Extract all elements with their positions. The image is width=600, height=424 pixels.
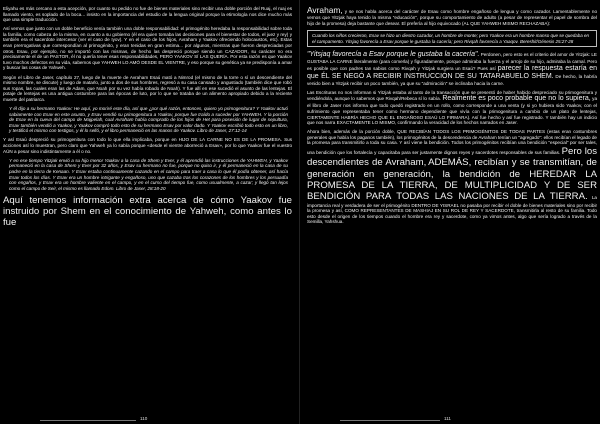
left-paragraph-1: Eliyahu es más cercano a esta acepción, por cuanto su pedido no fue de bienes materiales sino recibir una doble porción del Ruaj, el ruaj es llamado viento, es soplado de la boca... insisto en la importancia del estudio de la lengua original porque la etimología nos dice mucho más que una simple traducción. [3, 6, 292, 23]
intro-large-word: Avraham, [307, 5, 343, 15]
quote-heading: "Yitsjaq favorecía a Esav porque le gustaba la cacería". [307, 51, 480, 59]
right-paragraph-4 [307, 129, 597, 225]
right-paragraph-3 [307, 90, 597, 126]
left-page-number: 110 [140, 416, 148, 421]
p2-rest: Perdonen, pero esto es el criterio del amor de Yitzjak: LE GUSTABA LA CARNE literalmente (para comerla) y figuradamente, porque admiraba la fuerza y el arrojo de su hijo, admiraba la carnal. Pero es posible que con padres tan sabios como Rivqah y Yitzjak surgiera un Esaú? Pues así [307, 52, 597, 71]
left-paragraph-4: Y así Esaú despreció su primogenitura con todo lo que ella implicaba, porque en HIJO DE LA CARNE NO ES DE LA PROMESA. Sus acciones así lo muestran, pero claro que Yahweh ya lo sabía porque «desde el vientre aborreció a Esav», por lo que Yaakov fue el vuestro AÚN a pesar sino indistintamente a él o no. [3, 137, 292, 154]
left-footer-rule [40, 420, 136, 421]
genesis-quote-box: Cuando los niños crecieron, Esav se hizo un diestro cazador, un hombre de monte; pero Yaakov era un hombre manso que se quedaba en el campamento. Yitsjaq favorecía a Esav porque le gustaba la cacería; pero Rivqah favorecía a Yaaqov. Bereshit/Génesis 25:27-28 [307, 30, 597, 47]
p4-large-statement: ADEMÁS, recibían y se transmitían, de generación en generación, la bendición de HEREDAR LA PROMESA DE LA TIERRA, DE MULTIPLICIDAD Y DE SER BENDICIÓN PARA TODAS LAS NACIONES DE LA TIERRA. [307, 157, 597, 203]
left-closing-large-text: Aquí tenemos información extra acerca de cómo Yaakov fue instruido por Shem en el conocimiento de Yahweh, como antes lo fue [3, 194, 292, 229]
intro-rest: y se nos habla acerca del carácter de Esau como hombre engañoso de lengua y como cazador. Lamentablemente no vemos que Yitzjak haya tenido la misma "educación", porque su comportamiento de adulto (a pesar de representar el papel de sombra del hijo de la promesa) deja bastante que desear. El prefería al hijo equivocado (AL QUE YAHWEH MISMO RECHAZABA): [307, 9, 597, 26]
p3-large-statement: Realmente es poco probable que no lo supiera, [442, 95, 591, 103]
p4-lead-large: Pero los descendientes de Avraham, [307, 146, 597, 169]
left-paragraph-2: Así vemos que junto con un doble beneficio venía también una doble responsabilidad: el primogénito heredaba la responsabilidad sobre toda la familia, como cabeza de la misma, en cuanto a su gobierno (él era quien tomaba las decisiones para el bienestar de todos, el juez y rey) y también era el sacerdote intercesor (ver el caso de Iyov). Y en el caso de los hijos, Avraham y Yaakov ofreciendo holocaustos, etc). Estas eran prerrogativas que correspondían al primogénito, y eran tenidas en gran estima... por algunos, mientras que fueron despreciadas por otros. Esau, por ejemplo, no se importó con las mismas, de hecho las despreció porque siendo un CAZADOR, su carácter no era precisamente el de un PASTOR, él no quería tener esas responsabilidades, PERO YAAKOV SÍ LAS QUERÍA. Por esta razón es que Yaakov tuvo muchos defectos en su vida, sabemos que YAHWEH LO AMÓ DESDE EL VIENTRE, y eso porque su genética ya se predisponía a amar y buscar las cosas de Yahweh. [3, 26, 292, 71]
p4-start: Ahora bien, además de la porción doble, QUE RECIBÍAN TODOS LOS PRIMOGÉNITOS DE TODAS PARTES (estas eran costumbres generales que había los paganos también), los primogénitos de la descendencia de Avraham tenían un "agregado": ellos recibían el legado de la promesa para transmitirlo a toda su casa. Y así viene la bendición. Todos los primogénitos recibían una bendición "especial" por ser tales, una bendición que los fortalecía y capacitaba para ser justamente dignos reyes y sacerdotes responsables de sus familias. [307, 129, 597, 156]
p2-large-statement: parecer la respuesta estaría en que ÉL SE NEGÓ A RECIBIR INSTRUCCIÓN DE SU TATARABUELO SHEM. [307, 64, 598, 80]
left-paragraph-3: Según el Libro de Jaser, capítulo 27, luego de la muerte de Avraham Esaú mató a Nimrod (el mismo de la torre o sí un descendiente del mismo nombre, se discute) y luego de matarlo, junto a dos de sus hombres, regresó a su casa cansado y angustiado (también dice que robó sus ropas, las cuales eran las de Adam, que Noah por su vez había robado de Noah). Y fue allí en ese sucedió el asunto de las lentejas. El potaje de lentejas es una antigua costumbre para las épocas de luto, por lo que se trataba de un alimento apropiado debido a la reciente muerte del patriarca. [3, 74, 292, 102]
right-page-number: 111 [444, 416, 451, 421]
p2-tail: De hecho, la habría venido bien a Yitzjak recibir un poco también, ya que su "admiración" se inclinaba hacia la carne. [307, 73, 597, 86]
jaser-quote-28: Y en ese tiempo Yitzjak envió a su hijo menor Yaakov a la casa de Shem y Ever, y él aprendió las instrucciones de YAHWEH, y Yaakov permaneció en la casa de Shem y Ever por 32 años, y Esav su hermano no fue, porque no quiso ir, y él permaneció en la casa de su padre en la tierra de Kenaan. Y Esav estaba continuamente cazando en el campo para traer a casa lo que él podía obtener, así hacía Esav todos los días. Y Esav era un hombre intrigante y engañoso, uno que cazaba tras los corazones de los hombres y los persuadía con engaños, y Esav era un hombre valiente en el campo, y en el curso del tiempo fue, como usualmente, a cazar; y llegó tan lejos como el campo de Seir, el mismo es llamado Edom. Libro de Jaser, 28:18-20 [9, 157, 288, 191]
jaser-quote-27: Y él dijo a su hermano Yaakov: He aquí, yo moriré este día, así que ¿por qué razón, entonces, quiero yo primogenitura? Y Yaakov actuó sabiamente con Esav en este asunto, y Esav vendió su primogenitura a Yaakov, porque fue traído a suceder por YAHWEH. Y la porción de Esav en la cueva del campo de Majpelah, cual Avraham había comprado de los hijos de Het para posesión de lugar de sepultura, Esav también vendió a Yaakov, y Yaakov compró todo esto de su hermano Esav por valor dado. Y Yaakov escribió todo esto en un libro, y testificó el mismo con testigos, y él lo selló, y el libro permaneció en las manos de Yaakov. Libro de Jaser, 27:12-14 [9, 106, 288, 134]
right-paragraph-2 [307, 51, 597, 86]
p4-tail: La importancia real y verdadera de ser el primogénito DENTRO DE YISRAEL no pasaba por recibir el doble de bienes materiales sino por recibir la promesa y así, COMO REPRESENTANTES DE MASHIAJ EN SU ROL DE REY Y SACERDOTE, transmitirla al resto de su familia. Todo esto desde el origen de los tiempos cuando el hombre era rey y sacerdote, como ya vimos antes, algo que sería logrado a través de la Semilla, Yahshua. [307, 195, 597, 225]
left-page [0, 0, 298, 424]
right-footer-rule [340, 420, 440, 421]
p3-start: Las Escrituras no nos informan si Yitzjak estaba al tanto de la transacción que se presentó de haber habido despreciado su primogenitura y vendiéndola, aunque lo sabemos que Rivqah/Rebeca sí lo sabía. [307, 89, 597, 102]
right-page [300, 0, 600, 424]
right-paragraph-1 [307, 6, 597, 27]
p3-rest: ya el libro de Jaser nos informa que todo quedó registrado en un rollo, como corresponde a una venta (y si yo hubiera sido Yaakov, con el sufrimiento que representaba tener como hermano dependiente que vivía con la primogenitura a cambio de un plato de lentejas, CIERTAMENTE HABRÍA HECHO QUE EL ENGAÑOSO ESAÚ LO FIRMARA). Así fue hecho y así fue registrado. Y también hay un indicio que nos narra EXACTAMENTE LO MISMO, confirmando la veracidad de los hechos narrados en Jaser. [307, 96, 597, 126]
